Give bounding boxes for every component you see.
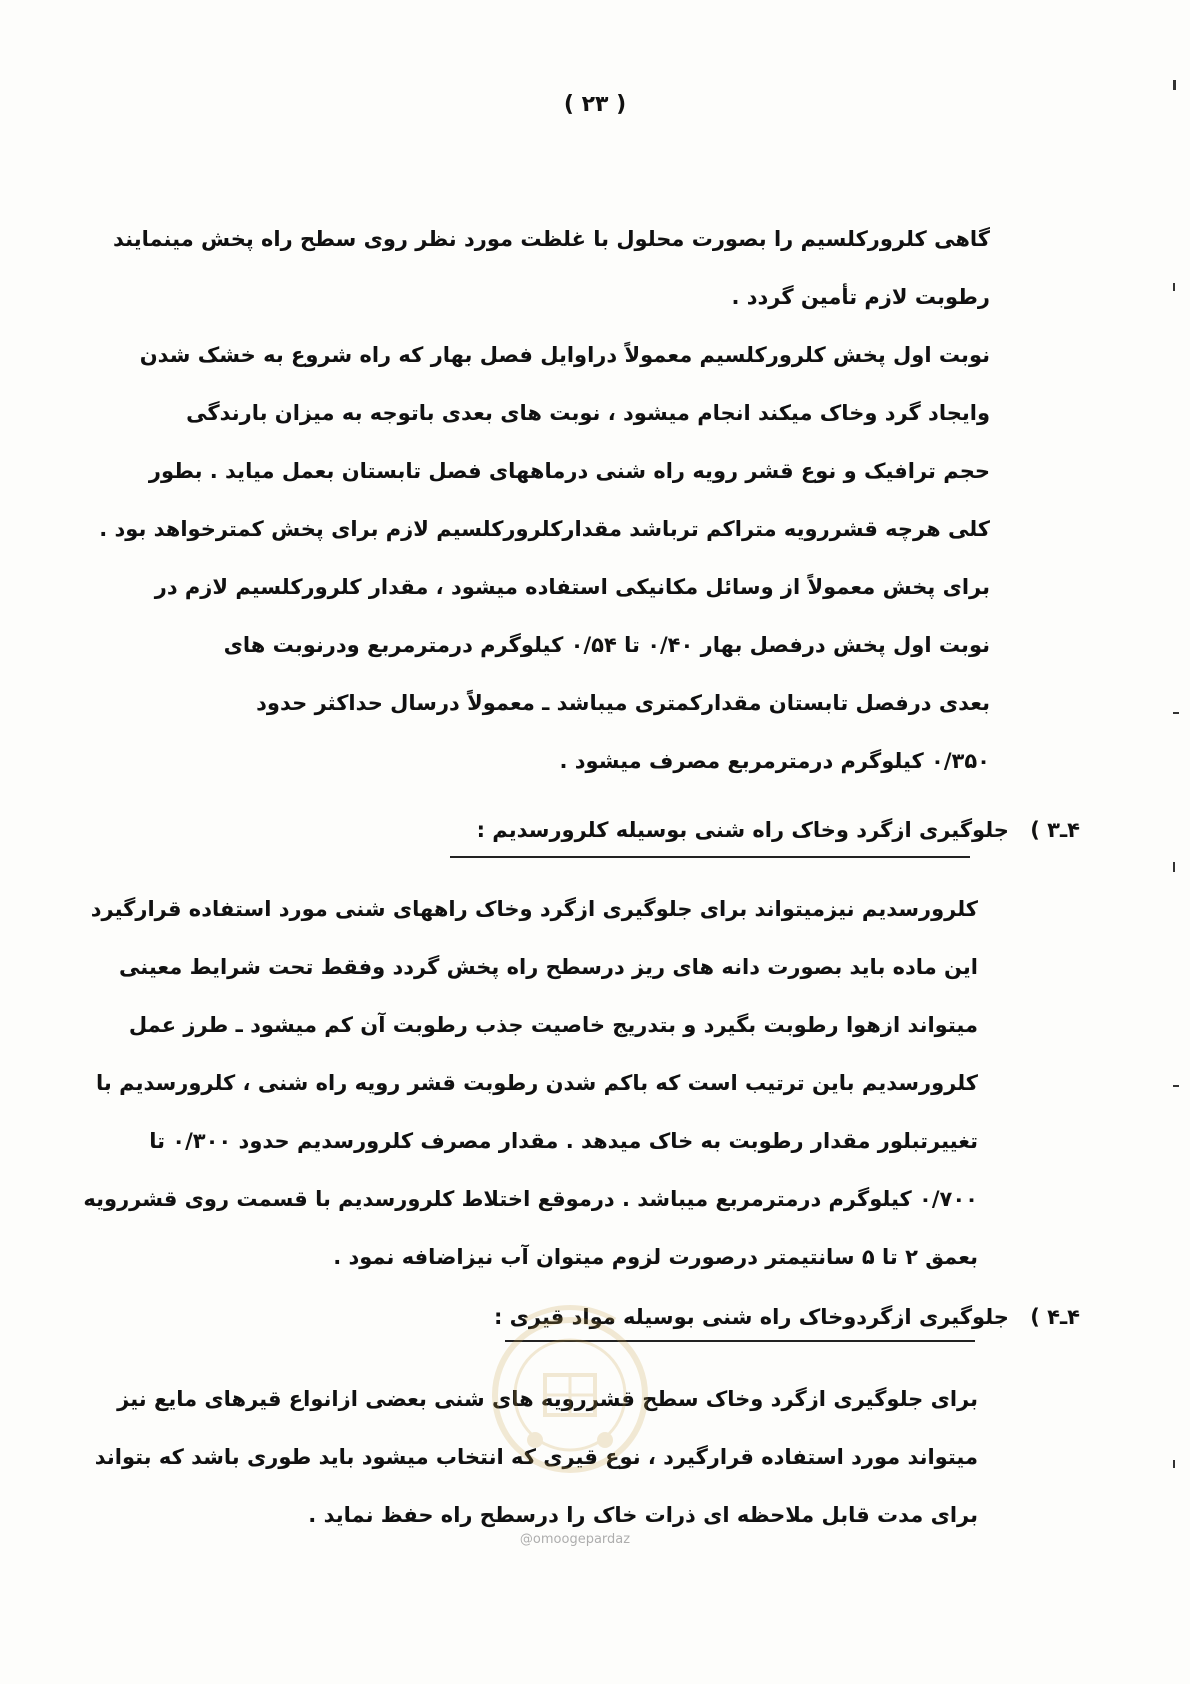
paragraph-sodium-chloride <box>83 880 978 1286</box>
scan-artifact <box>1173 862 1175 872</box>
text-line: نوبت اول پخش درفصل بهار ۰/۴۰ تا ۰/۵۴ کیلوگرم درمترمربع ودرنوبت های <box>223 633 990 657</box>
section-heading-4-3 <box>477 818 1080 842</box>
watermark-logo-icon <box>485 1300 655 1480</box>
section-title: جلوگیری ازگردوخاک راه شنی بوسیله مواد قیری : <box>493 1305 1009 1329</box>
text-line: بعدی درفصل تابستان مقدارکمتری میباشد ـ معمولاً درسال حداکثر حدود <box>256 691 990 715</box>
text-line: حجم ترافیک و نوع قشر رویه راه شنی درماههای فصل تابستان بعمل میاید . بطور <box>148 459 990 483</box>
section-number: ۴ـ۳ ) <box>1030 818 1080 842</box>
text-line: ۰/۷۰۰ کیلوگرم درمترمربع میباشد . درموقع اختلاط کلرورسدیم با قسمت روی قشررویه <box>83 1187 978 1211</box>
page-number: ( ٢٣ ) <box>563 92 627 117</box>
scan-artifact <box>1173 1085 1179 1087</box>
section-number: ۴ـ۴ ) <box>1030 1305 1080 1329</box>
text-line: کلرورسدیم نیزمیتواند برای جلوگیری ازگرد وخاک راههای شنی مورد استفاده قرارگیرد <box>90 897 978 921</box>
text-line: کلرورسدیم باین ترتیب است که باکم شدن رطوبت قشر رویه راه شنی ، کلرورسدیم با <box>96 1071 978 1095</box>
text-line: بعمق ۲ تا ۵ سانتیمتر درصورت لزوم میتوان آب نیزاضافه نمود . <box>333 1245 978 1269</box>
text-line: میتواند ازهوا رطوبت بگیرد و بتدریج خاصیت جذب رطوبت آن کم میشود ـ طرز عمل <box>128 1013 978 1037</box>
text-line: برای مدت قابل ملاحظه ای ذرات خاک را درسطح راه حفظ نماید . <box>308 1503 978 1527</box>
text-line: کلی هرچه قشررویه متراکم ترباشد مقدارکلرورکلسیم لازم برای پخش کمترخواهد بود . <box>99 517 990 541</box>
paragraph-calcium-chloride-solution <box>113 210 990 326</box>
scan-artifact <box>1173 1460 1175 1468</box>
text-line: ۰/۳۵۰ کیلوگرم درمترمربع مصرف میشود . <box>559 749 990 773</box>
watermark-site-text: @omoogepardaz <box>519 1532 631 1547</box>
text-line: گاهی کلرورکلسیم را بصورت محلول با غلظت مورد نظر روی سطح راه پخش مینمایند <box>113 227 990 251</box>
scan-artifact <box>1173 80 1176 90</box>
text-line: میتواند مورد استفاده قرارگیرد ، نوع قیری که انتخاب میشود باید طوری باشد که بتواند <box>94 1445 978 1469</box>
paragraph-calcium-chloride-application <box>99 326 990 790</box>
text-line: رطوبت لازم تأمین گردد . <box>731 285 990 309</box>
scan-artifact <box>1173 712 1179 714</box>
section-title: جلوگیری ازگرد وخاک راه شنی بوسیله کلرورسدیم : <box>476 818 1009 842</box>
text-line: این ماده باید بصورت دانه های ریز درسطح راه پخش گردد وفقط تحت شرایط معینی <box>119 955 978 979</box>
text-line: وایجاد گرد وخاک میکند انجام میشود ، نوبت های بعدی باتوجه به میزان بارندگی <box>186 401 990 425</box>
scan-artifact <box>1173 283 1175 291</box>
text-line: برای جلوگیری ازگرد وخاک سطح قشررویه های شنی بعضی ازانواع قیرهای مایع نیز <box>117 1387 978 1411</box>
text-line: نوبت اول پخش کلرورکلسیم معمولاً دراوایل فصل بهار که راه شروع به خشک شدن <box>139 343 990 367</box>
heading-underline <box>450 856 970 858</box>
text-line: تغییرتبلور مقدار رطوبت به خاک میدهد . مقدار مصرف کلرورسدیم حدود ۰/۳۰۰ تا <box>149 1129 978 1153</box>
text-line: برای پخش معمولاً از وسائل مکانیکی استفاده میشود ، مقدار کلرورکلسیم لازم در <box>154 575 990 599</box>
